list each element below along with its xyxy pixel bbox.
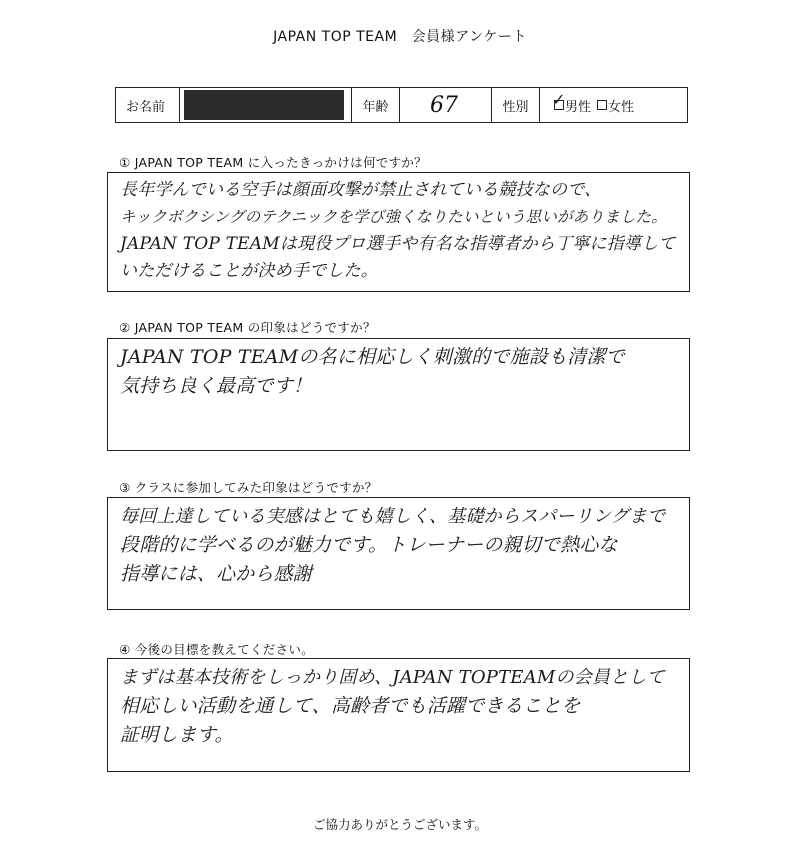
answer-3-line-2: 段階的に学べるのが魅力です。トレーナーの親切で熱心な [120, 534, 618, 556]
answer-2-box [107, 338, 690, 451]
answer-3-box [107, 497, 690, 610]
answer-1-box [107, 172, 690, 292]
gender-option-male [552, 89, 592, 115]
gender-option-female [597, 96, 634, 115]
answer-2-line-2: 気持ち良く最高です！ [120, 375, 313, 397]
age-value: 67 [400, 88, 492, 122]
question-1: ① JAPAN TOP TEAM に入ったきっかけは何ですか？ [119, 155, 427, 170]
answer-4-line-1: まずは基本技術をしっかり固め、JAPAN TOPTEAMの会員として [120, 667, 665, 688]
answer-4-line-2: 相応しい活動を通して、高齢者でも活躍できることを [120, 695, 581, 717]
gender-options [540, 88, 687, 122]
page-title: JAPAN TOP TEAM 会員様アンケート [273, 29, 527, 45]
member-info-row [115, 87, 688, 123]
name-label: お名前 [116, 88, 180, 122]
question-4: ④ 今後の目標を教えてください。 [119, 642, 314, 657]
gender-label: 性別 [492, 88, 540, 122]
age-label: 年齢 [352, 88, 400, 122]
name-field [180, 88, 352, 122]
answer-1-line-1: 長年学んでいる空手は顔面攻撃が禁止されている競技なので、 [120, 180, 602, 200]
answer-3-line-1: 毎回上達している実感はとても嬉しく、基礎からスパーリングまで [120, 506, 666, 527]
answer-1-line-2: キックボクシングのテクニックを学び強くなりたいという思いがありました。 [120, 208, 667, 226]
answer-1-line-4: いただけることが決め手でした。 [120, 261, 378, 281]
female-option-label: 女性 [608, 99, 635, 115]
footer-thanks: ご協力ありがとうございます。 [312, 817, 487, 832]
answer-4-box [107, 658, 690, 772]
answer-2-line-1: JAPAN TOP TEAMの名に相応しく刺激的で施設も清潔で [120, 346, 625, 368]
female-checkbox [597, 100, 607, 110]
answer-4-line-3: 証明します。 [120, 724, 234, 746]
check-mark-icon: ✓ [552, 89, 566, 109]
question-3: ③ クラスに参加してみた印象はどうですか？ [119, 480, 378, 495]
question-2: ② JAPAN TOP TEAM の印象はどうですか？ [119, 320, 376, 335]
answer-3-line-3: 指導には、心から感謝 [120, 563, 313, 585]
male-option-label: 男性 [565, 99, 592, 115]
answer-1-line-3: JAPAN TOP TEAMは現役プロ選手や有名な指導者から丁寧に指導して [120, 234, 676, 254]
name-redaction [184, 90, 344, 120]
